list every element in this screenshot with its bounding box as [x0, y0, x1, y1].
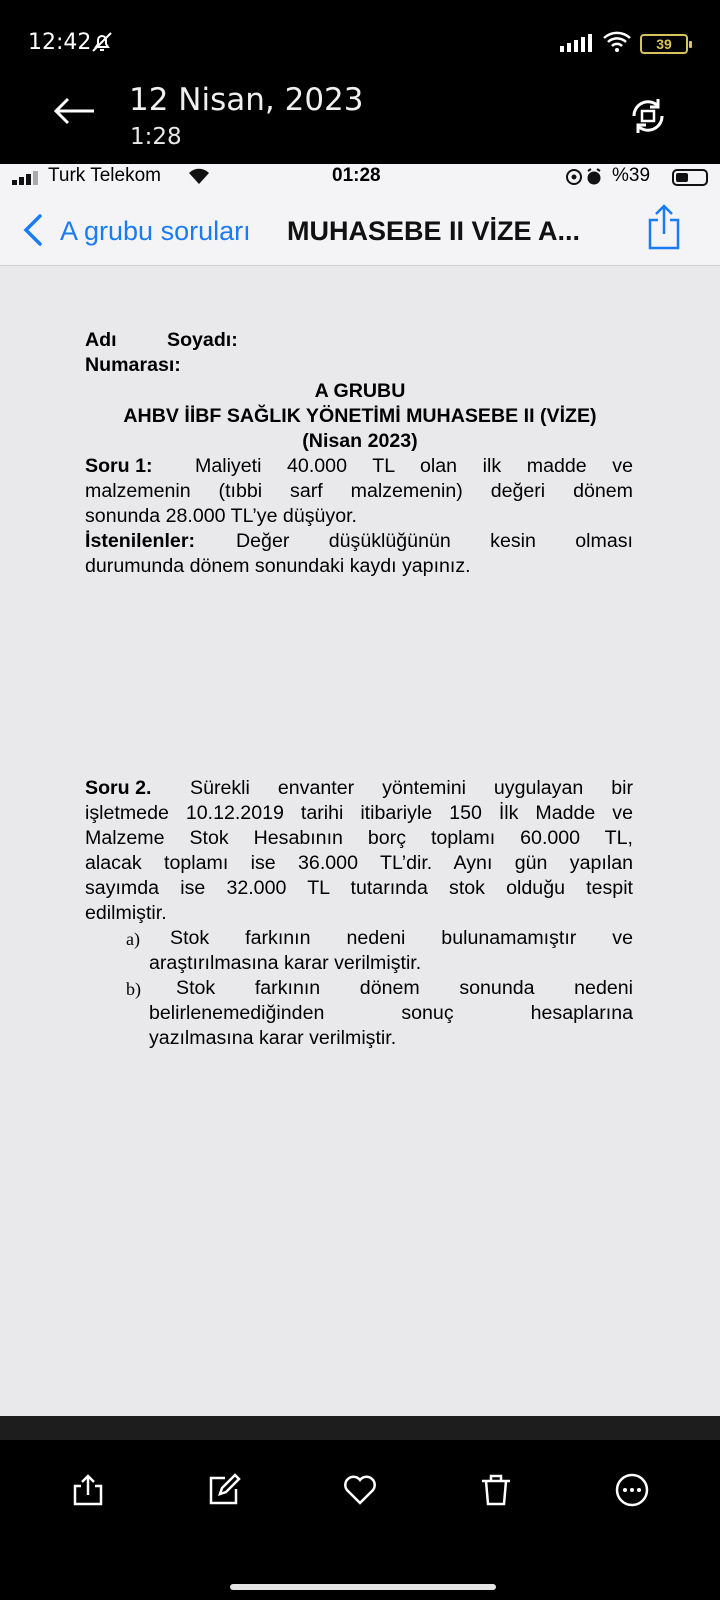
surname-label: Soyadı: — [167, 329, 238, 351]
q2-line: edilmiştir. — [85, 902, 167, 924]
q2-line: Sürekli envanter yöntemini uygulayan bir — [190, 777, 633, 799]
q2-line: işletmede 10.12.2019 tarihi itibariyle 150 İlk Madde ve — [85, 802, 633, 824]
document-title: MUHASEBE II VİZE A... — [287, 216, 581, 246]
heart-icon[interactable] — [343, 1473, 377, 1507]
carrier-name: Turk Telekom — [48, 165, 161, 186]
chevron-left-icon[interactable] — [18, 212, 46, 248]
wifi-icon — [602, 30, 632, 54]
more-icon[interactable] — [615, 1473, 649, 1507]
cell-signal-icon — [12, 171, 40, 185]
bottom-toolbar — [0, 1416, 720, 1600]
bell-off-icon — [90, 30, 114, 54]
requirements-label: İstenilenler: — [85, 530, 195, 552]
q2-line: alacak toplamı ise 36.000 TL’dir. Aynı gün yapılan — [85, 852, 633, 874]
item-a-line: araştırılmasına karar verilmiştir. — [149, 952, 422, 974]
document-page — [0, 266, 720, 1416]
back-button[interactable]: A grubu soruları — [60, 216, 251, 246]
course-heading: AHBV İİBF SAĞLIK YÖNETİMİ MUHASEBE II (VİZE) — [123, 405, 597, 427]
android-status-bar — [0, 0, 720, 82]
ios-battery-percent: %39 — [612, 165, 651, 186]
ios-wifi-icon — [188, 168, 210, 184]
item-a-line: Stok farkının nedeni bulunamamıştır ve — [170, 927, 633, 949]
item-b-line: Stok farkının dönem sonunda nedeni — [176, 977, 633, 999]
q1-requirement-line: durumunda dönem sonundaki kaydı yapınız. — [85, 555, 471, 577]
edit-icon[interactable] — [207, 1473, 241, 1507]
item-b-line: yazılmasına karar verilmiştir. — [149, 1027, 397, 1049]
viewer-header — [0, 82, 720, 164]
photo-date: 12 Nisan, 2023 — [129, 82, 364, 118]
back-arrow-icon[interactable] — [52, 96, 96, 126]
q1-label: Soru 1: — [85, 455, 153, 477]
share-icon[interactable] — [646, 204, 682, 250]
q2-line: sayımda ise 32.000 TL tutarında stok olduğu tespit — [85, 877, 633, 899]
document-screenshot — [0, 164, 720, 1416]
ios-status-bar — [0, 164, 720, 192]
q1-line: Maliyeti 40.000 TL olan ilk madde ve — [195, 455, 633, 477]
term-heading: (Nisan 2023) — [302, 430, 418, 452]
home-indicator[interactable] — [230, 1584, 496, 1590]
battery-indicator: 39 — [640, 34, 688, 54]
rotate-icon[interactable] — [626, 94, 670, 138]
ios-nav-bar — [0, 192, 720, 266]
q1-line: malzemenin (tıbbi sarf malzemenin) değeri dönem — [85, 480, 633, 502]
group-heading: A GRUBU — [314, 380, 406, 402]
name-label: Adı — [85, 329, 117, 351]
photo-time: 1:28 — [130, 124, 182, 150]
toolbar-divider — [0, 1416, 720, 1440]
ios-time: 01:28 — [332, 165, 381, 186]
lock-alarm-icon — [565, 168, 605, 186]
q1-line: sonunda 28.000 TL’ye düşüyor. — [85, 505, 357, 527]
q2-label: Soru 2. — [85, 777, 152, 799]
item-a-label: a) — [126, 929, 140, 949]
status-time: 12:42 — [28, 30, 92, 55]
number-label: Numarası: — [85, 354, 181, 376]
item-b-line: belirlenemediğinden sonuç hesaplarına — [149, 1002, 633, 1024]
item-b-label: b) — [126, 979, 141, 999]
q1-requirement-line: Değer düşüklüğünün kesin olması — [236, 530, 633, 552]
share-icon[interactable] — [71, 1473, 105, 1507]
signal-icon — [560, 34, 594, 52]
ios-battery-icon — [672, 169, 708, 186]
q2-line: Malzeme Stok Hesabının borç toplamı 60.000 TL, — [85, 827, 633, 849]
trash-icon[interactable] — [479, 1473, 513, 1507]
